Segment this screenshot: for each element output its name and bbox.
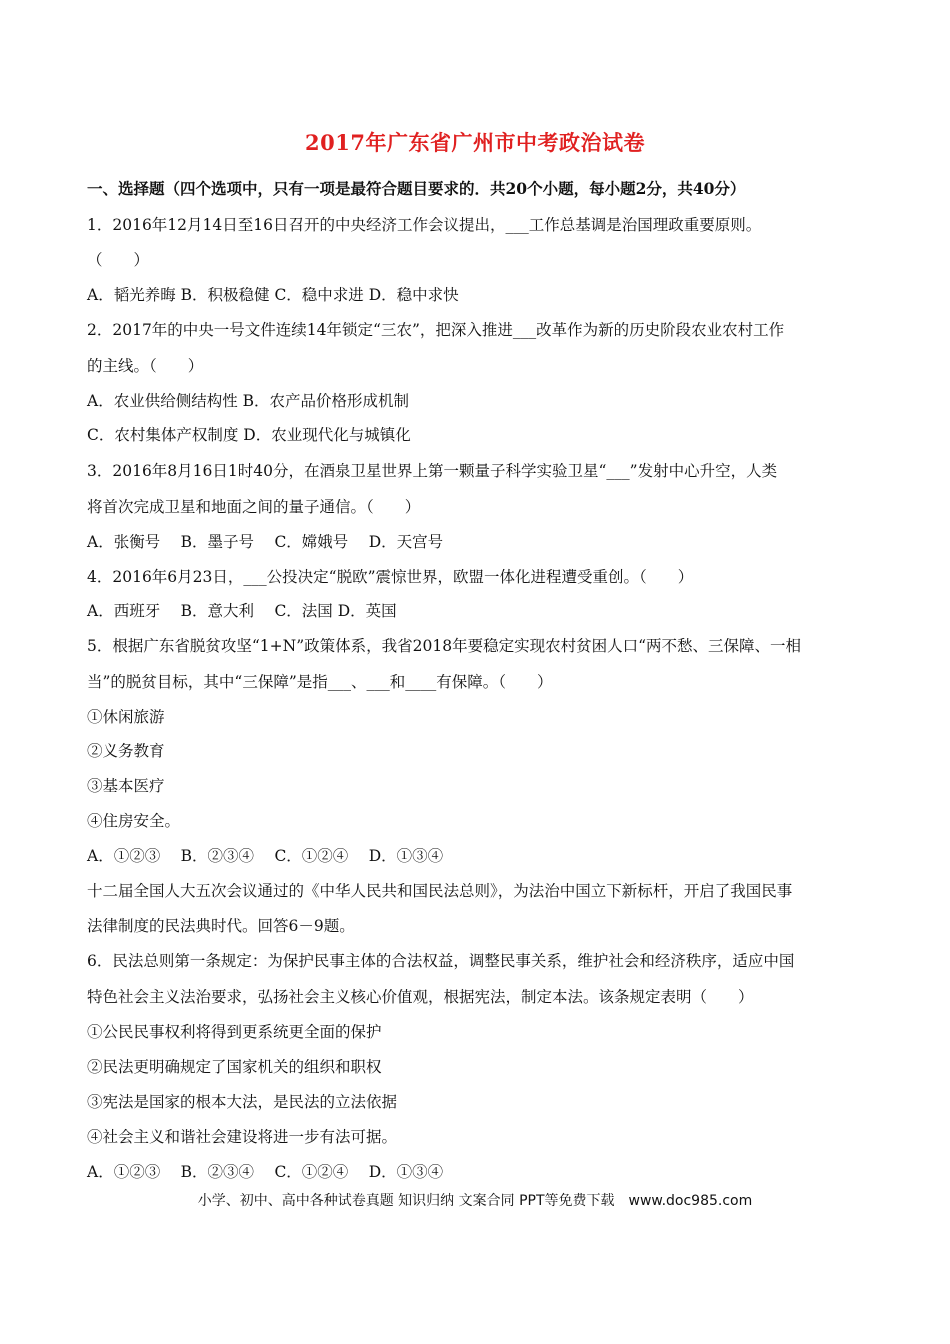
text-line: 2．2017年的中央一号文件连续14年锁定“三农”，把深入推进___改革作为新的历史阶段农业农村工作	[87, 321, 785, 339]
text-line: A．①②③ B．②③④ C．①②④ D．①③④	[87, 847, 444, 865]
section-heading: 一、选择题（四个选项中，只有一项是最符合题目要求的．共20个小题，每小题2分，共40分）	[87, 179, 746, 198]
text-line: 法律制度的民法典时代。回答6－9题。	[87, 917, 355, 935]
text-line: ①休闲旅游	[87, 708, 165, 726]
text-line: ①公民民事权利将得到更系统更全面的保护	[87, 1023, 382, 1041]
text-line: 6．民法总则第一条规定：为保护民事主体的合法权益，调整民事关系，维护社会和经济秩序，适应中国	[87, 952, 795, 970]
text-line: ③基本医疗	[87, 777, 165, 795]
footer-text: 小学、初中、高中各种试卷真题 知识归纳 文案合同 PPT等免费下载 www.doc985.com	[197, 1193, 753, 1209]
text-line: 特色社会主义法治要求，弘扬社会主义核心价值观，根据宪法，制定本法。该条规定表明（ ）	[87, 988, 754, 1006]
text-line: 十二届全国人大五次会议通过的《中华人民共和国民法总则》，为法治中国立下新标杆，开启了我国民事	[87, 882, 793, 900]
text-line: 将首次完成卫星和地面之间的量子通信。（ ）	[87, 498, 421, 516]
text-line: A．①②③ B．②③④ C．①②④ D．①③④	[87, 1163, 444, 1181]
text-line: ②义务教育	[87, 742, 165, 760]
text-line: A．韬光养晦 B．积极稳健 C．稳中求进 D．稳中求快	[87, 286, 459, 304]
text-line: ④社会主义和谐社会建设将进一步有法可据。	[87, 1128, 398, 1146]
page-title: 2017年广东省广州市中考政治试卷	[305, 130, 645, 155]
text-line: 5．根据广东省脱贫攻坚“1+N”政策体系，我省2018年要稳定实现农村贫困人口“两不愁、三保障、一相	[87, 637, 801, 655]
text-line: C．农村集体产权制度 D．农业现代化与城镇化	[87, 426, 411, 444]
text-line: ③宪法是国家的根本大法，是民法的立法依据	[87, 1093, 398, 1111]
text-line: （ ）	[87, 251, 150, 269]
text-line: 3．2016年8月16日1时40分，在酒泉卫星世界上第一颗量子科学实验卫星“___”发射中心升空，人类	[87, 462, 778, 480]
text-line: A．西班牙 B．意大利 C．法国 D．英国	[87, 602, 397, 620]
text-line: 4．2016年6月23日，___公投决定“脱欧”震惊世界，欧盟一体化进程遭受重创。（ ）	[87, 568, 694, 586]
text-line: ②民法更明确规定了国家机关的组织和职权	[87, 1058, 382, 1076]
text-line: ④住房安全。	[87, 812, 181, 830]
text-line: 1．2016年12月14日至16日召开的中央经济工作会议提出，___工作总基调是治国理政重要原则。	[87, 216, 762, 234]
text-line: A．张衡号 B．墨子号 C．嫦娥号 D．天宫号	[87, 533, 444, 551]
text-line: 的主线。（ ）	[87, 357, 204, 375]
text-line: 当”的脱贫目标，其中“三保障”是指___、___和____有保障。（ ）	[87, 673, 553, 691]
text-line: A．农业供给侧结构性 B．农产品价格形成机制	[87, 392, 410, 410]
